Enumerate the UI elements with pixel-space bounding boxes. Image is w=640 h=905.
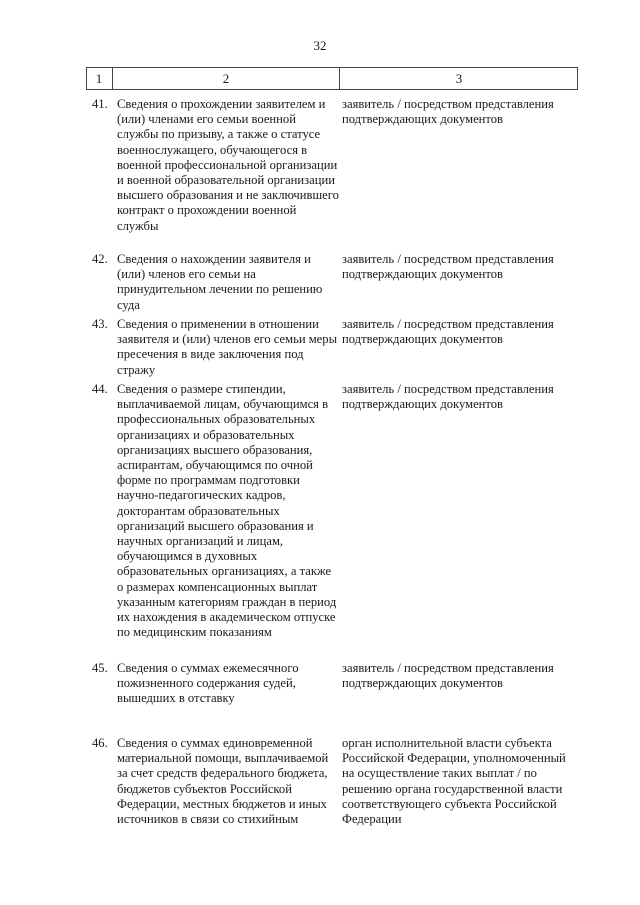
row-source: заявитель / посредством представления подтверждающих документов: [342, 317, 554, 347]
requirements-table: [86, 67, 578, 827]
row-description: Сведения о суммах единовременной материальной помощи, выплачиваемой за счет средств федерального бюджета, бюджетов субъектов Российской Федерации, местных бюджетов и иных источников в связи со стихийным: [117, 736, 329, 827]
header-col-3: 3: [455, 71, 463, 86]
table-header: [86, 67, 578, 90]
row-number: 46.: [92, 736, 108, 750]
row-description: Сведения о размере стипендии, выплачиваемой лицам, обучающимся в профессиональных образовательных организациях и образовательных организациях высшего образования, аспирантам, обучающимся по очной форме по программам подготовки научно-педагогических кадров, докторантам образовательных организаций высшего образования и научных организаций и лицам, обучающимся в духовных образовательных организациях, а также о размерах компенсационных выплат указанным категориям граждан в период их нахождения в академическом отпуске по медицинским показаниям: [117, 382, 337, 640]
row-source: заявитель / посредством представления подтверждающих документов: [342, 252, 554, 282]
header-col-2: 2: [222, 71, 230, 86]
row-source: орган исполнительной власти субъекта Российской Федерации, уполномоченный на осуществление таких выплат / по решению органа государственной власти соответствующего субъекта Российской Федерации: [342, 736, 566, 827]
row-number: 44.: [92, 382, 108, 396]
row-number: 43.: [92, 317, 108, 331]
row-description: Сведения о прохождении заявителем и (или) членами его семьи военной службы по призыву, а также о статусе военнослужащего, обучающегося в военной профессиональной организации и военной образовательной организации высшего образования и не заключившего контракт о прохождении военной службы: [117, 97, 339, 233]
row-source: заявитель / посредством представления подтверждающих документов: [342, 97, 554, 127]
header-col-1: 1: [95, 71, 103, 86]
row-description: Сведения о применении в отношении заявителя и (или) членов его семьи меры пресечения в виде заключения под стражу: [117, 317, 338, 377]
row-number: 42.: [92, 252, 108, 266]
row-source: заявитель / посредством представления подтверждающих документов: [342, 382, 554, 412]
row-number: 41.: [92, 97, 108, 111]
page-number: 32: [313, 38, 327, 53]
row-number: 45.: [92, 661, 108, 675]
row-description: Сведения о нахождении заявителя и (или) членов его семьи на принудительном лечении по решению суда: [117, 252, 323, 312]
row-description: Сведения о суммах ежемесячного пожизненного содержания судей, вышедших в отставку: [117, 661, 299, 706]
row-source: заявитель / посредством представления подтверждающих документов: [342, 661, 554, 691]
